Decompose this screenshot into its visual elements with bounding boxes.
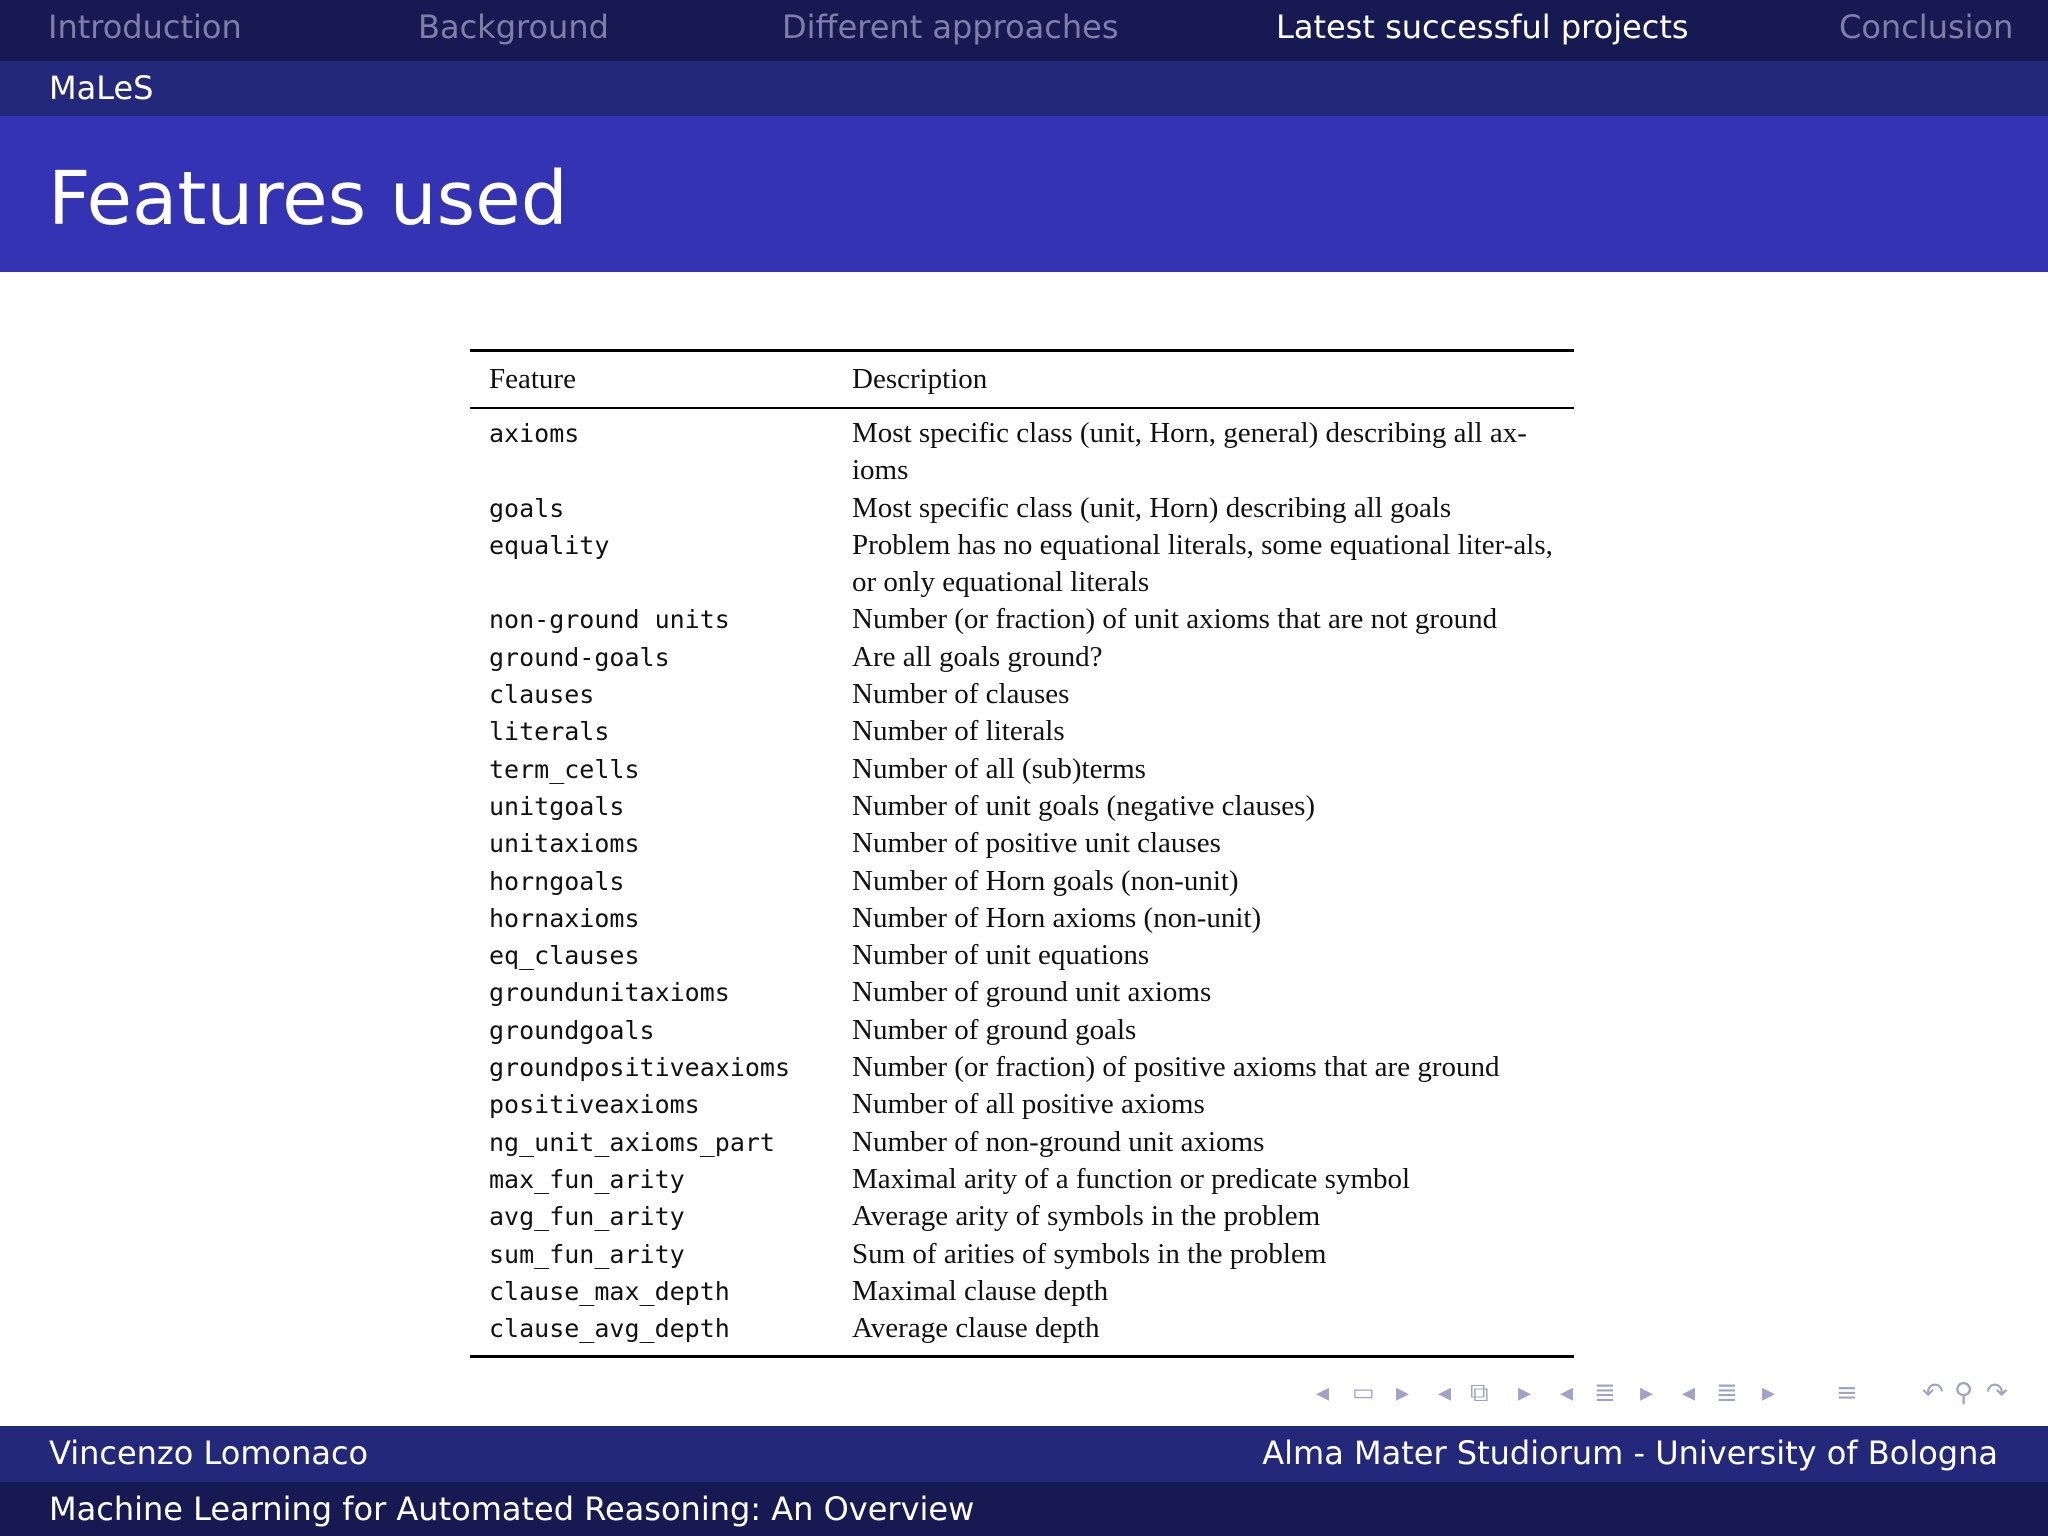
arrow-left-icon[interactable]: ◂ bbox=[1316, 1378, 1330, 1408]
feature-description: Number (or fraction) of unit axioms that are not ground bbox=[852, 603, 1498, 636]
slide-title: Features used bbox=[48, 156, 568, 242]
search-icon[interactable]: ⚲ bbox=[1954, 1378, 1974, 1408]
arrow-left-icon[interactable]: ◂ bbox=[1682, 1378, 1696, 1408]
subsection-icon[interactable]: ⧉ bbox=[1470, 1378, 1489, 1408]
feature-name: clauses bbox=[489, 680, 595, 710]
feature-description: Problem has no equational literals, some equational liter-als, or only equational literals bbox=[852, 528, 1553, 599]
frame-title-bar bbox=[0, 116, 2048, 272]
feature-description: Number (or fraction) of positive axioms that are ground bbox=[852, 1051, 1500, 1084]
table-row bbox=[470, 1310, 1574, 1355]
feature-name: equality bbox=[489, 530, 610, 560]
nav-different-approaches[interactable]: Different approaches bbox=[782, 8, 1119, 46]
feature-description: Number of literals bbox=[852, 715, 1065, 748]
feature-name: groundunitaxioms bbox=[489, 978, 730, 1008]
feature-name: term_cells bbox=[489, 754, 640, 784]
feature-description: Average clause depth bbox=[852, 1312, 1100, 1345]
footer-author-bar bbox=[0, 1426, 2048, 1482]
table-row bbox=[470, 1198, 1574, 1235]
table-row bbox=[470, 601, 1574, 638]
table-row bbox=[470, 1124, 1574, 1161]
table-header-row bbox=[470, 352, 1574, 408]
table-row bbox=[470, 825, 1574, 862]
arrow-right-icon[interactable]: ▸ bbox=[1640, 1378, 1654, 1408]
table-row bbox=[470, 900, 1574, 937]
feature-name: avg_fun_arity bbox=[489, 1202, 685, 1232]
features-table bbox=[470, 349, 1574, 1358]
feature-name: groundpositiveaxioms bbox=[489, 1053, 791, 1083]
nav-introduction[interactable]: Introduction bbox=[48, 8, 242, 46]
arrow-right-icon[interactable]: ▸ bbox=[1396, 1378, 1410, 1408]
feature-name: clause_max_depth bbox=[489, 1276, 730, 1306]
feature-description: Number of ground unit axioms bbox=[852, 976, 1212, 1009]
footer-talk-title: Machine Learning for Automated Reasoning: An Overview bbox=[49, 1490, 975, 1528]
beamer-navigation-symbols bbox=[1310, 1378, 2040, 1418]
table-row bbox=[470, 1273, 1574, 1310]
feature-name: eq_clauses bbox=[489, 941, 640, 971]
table-row bbox=[470, 1049, 1574, 1086]
table-row bbox=[470, 676, 1574, 713]
table-row bbox=[470, 751, 1574, 788]
feature-name: hornaxioms bbox=[489, 903, 640, 933]
feature-description: Most specific class (unit, Horn, general) describing all ax-ioms bbox=[852, 417, 1527, 487]
table-row bbox=[470, 490, 1574, 527]
feature-name: clause_avg_depth bbox=[489, 1314, 730, 1344]
nav-latest-successful-projects[interactable]: Latest successful projects bbox=[1276, 8, 1689, 46]
features-table-grid bbox=[470, 352, 1574, 1355]
feature-name: groundgoals bbox=[489, 1015, 655, 1045]
table-row bbox=[470, 937, 1574, 974]
feature-name: ground-goals bbox=[489, 642, 670, 672]
feature-name: unitgoals bbox=[489, 791, 625, 821]
section-icon[interactable]: ≣ bbox=[1594, 1378, 1616, 1408]
table-row bbox=[470, 974, 1574, 1011]
feature-name: axioms bbox=[489, 419, 580, 448]
feature-description: Sum of arities of symbols in the problem bbox=[852, 1237, 1327, 1270]
feature-name: unitaxioms bbox=[489, 829, 640, 859]
table-row bbox=[470, 1012, 1574, 1049]
appendix-icon[interactable]: ≡ bbox=[1836, 1378, 1858, 1408]
feature-description: Number of non-ground unit axioms bbox=[852, 1125, 1265, 1158]
footer-author: Vincenzo Lomonaco bbox=[49, 1434, 369, 1472]
feature-name: goals bbox=[489, 493, 565, 523]
frame-icon[interactable]: ▭ bbox=[1352, 1378, 1375, 1406]
feature-description: Number of all positive axioms bbox=[852, 1088, 1205, 1121]
footer-title-bar bbox=[0, 1482, 2048, 1536]
feature-name: positiveaxioms bbox=[489, 1090, 700, 1120]
feature-description: Number of Horn axioms (non-unit) bbox=[852, 901, 1262, 934]
table-row bbox=[470, 713, 1574, 750]
table-row bbox=[470, 1236, 1574, 1273]
table-row bbox=[470, 1161, 1574, 1198]
column-header-description: Description bbox=[834, 352, 1574, 408]
column-header-feature: Feature bbox=[470, 352, 834, 408]
arrow-left-icon[interactable]: ◂ bbox=[1438, 1378, 1452, 1408]
table-row bbox=[470, 639, 1574, 676]
feature-name: literals bbox=[489, 717, 610, 747]
feature-description: Average arity of symbols in the problem bbox=[852, 1200, 1321, 1233]
section-navigation bbox=[0, 0, 2048, 61]
back-icon[interactable]: ↶ bbox=[1922, 1378, 1944, 1408]
nav-background[interactable]: Background bbox=[418, 8, 609, 46]
feature-description: Number of Horn goals (non-unit) bbox=[852, 864, 1239, 897]
feature-name: ng_unit_axioms_part bbox=[489, 1127, 775, 1157]
feature-name: max_fun_arity bbox=[489, 1164, 685, 1194]
feature-description: Most specific class (unit, Horn) describing all goals bbox=[852, 491, 1452, 524]
feature-description: Number of positive unit clauses bbox=[852, 827, 1221, 860]
feature-name: non-ground units bbox=[489, 605, 730, 635]
nav-conclusion[interactable]: Conclusion bbox=[1839, 8, 2014, 46]
table-row bbox=[470, 788, 1574, 825]
feature-description: Are all goals ground? bbox=[852, 640, 1103, 673]
feature-description: Number of all (sub)terms bbox=[852, 752, 1146, 785]
feature-description: Number of unit goals (negative clauses) bbox=[852, 789, 1316, 822]
footer-institute: Alma Mater Studiorum - University of Bologna bbox=[1262, 1434, 1998, 1472]
feature-description: Number of unit equations bbox=[852, 939, 1150, 972]
feature-description: Maximal clause depth bbox=[852, 1274, 1109, 1307]
table-row bbox=[470, 1086, 1574, 1123]
arrow-right-icon[interactable]: ▸ bbox=[1518, 1378, 1532, 1408]
arrow-left-icon[interactable]: ◂ bbox=[1560, 1378, 1574, 1408]
feature-description: Number of clauses bbox=[852, 678, 1070, 711]
arrow-right-icon[interactable]: ▸ bbox=[1762, 1378, 1776, 1408]
feature-name: sum_fun_arity bbox=[489, 1239, 685, 1269]
subsection-bar bbox=[0, 61, 2048, 116]
table-row bbox=[470, 408, 1574, 490]
subsection-label[interactable]: MaLeS bbox=[49, 69, 154, 107]
feature-description: Maximal arity of a function or predicate symbol bbox=[852, 1162, 1411, 1195]
presentation-icon[interactable]: ≣ bbox=[1716, 1378, 1738, 1408]
table-row bbox=[470, 527, 1574, 602]
table-row bbox=[470, 863, 1574, 900]
feature-description: Number of ground goals bbox=[852, 1013, 1137, 1046]
feature-name: horngoals bbox=[489, 866, 625, 896]
forward-icon[interactable]: ↷ bbox=[1986, 1378, 2008, 1408]
table-body bbox=[470, 408, 1574, 1355]
